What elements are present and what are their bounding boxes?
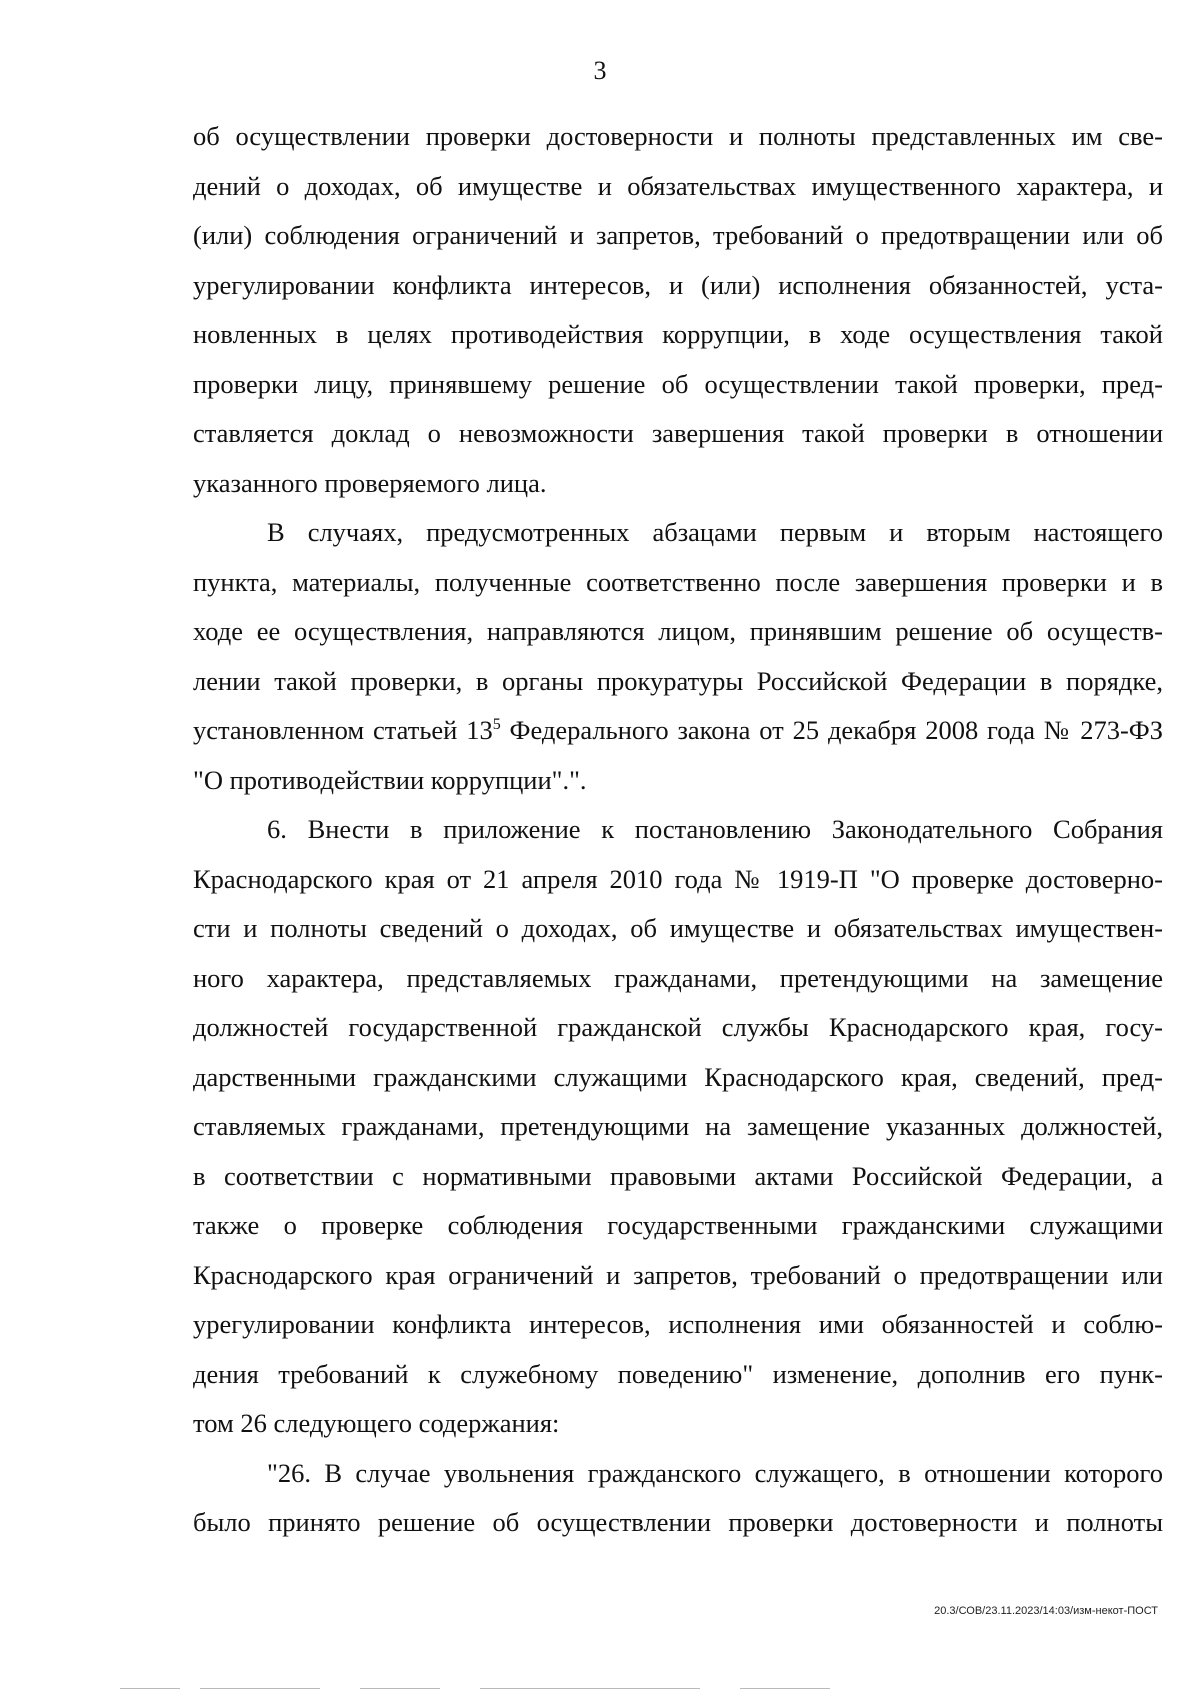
text-line: Краснодарского края ограничений и запретов, требований о предотвращении или [193, 1259, 1163, 1290]
text-line: новленных в целях противодействия коррупции, в ходе осуществления такой [193, 319, 1163, 349]
document-code: 20.3/СОВ/23.11.2023/14:03/изм-некот-ПОСТ [934, 1605, 1158, 1617]
text-line: "О противодействии коррупции".". [193, 764, 587, 795]
page-number: 3 [593, 56, 607, 85]
text-line: урегулировании конфликта интересов, исполнения ими обязанностей и соблю- [193, 1309, 1163, 1339]
text-fragment: Федерального закона от 25 декабря 2008 года № 273-ФЗ [500, 715, 1163, 745]
text-line: "26. В случае увольнения гражданского служащего, в отношении которого [267, 1457, 1163, 1488]
text-fragment: установленном статьей 13 [193, 715, 493, 745]
scan-mark [740, 1688, 830, 1689]
scan-mark [120, 1688, 180, 1689]
text-line-with-superscript [193, 706, 1163, 756]
text-line: дарственными гражданскими служащими Краснодарского края, сведений, пред- [193, 1061, 1163, 1092]
text-line: ного характера, представляемых гражданами, претендующими на замещение [193, 962, 1163, 993]
scan-mark [360, 1688, 440, 1689]
text-line: ставляется доклад о невозможности завершения такой проверки в отношении [193, 418, 1163, 448]
text-line: том 26 следующего содержания: [193, 1408, 560, 1438]
paragraph-materials [193, 508, 1163, 805]
text-line: ходе ее осуществления, направляются лицом, принявшим решение об осуществ- [193, 616, 1163, 646]
scan-mark [200, 1688, 320, 1689]
text-line: ставляемых гражданами, претендующими на замещение указанных должностей, [193, 1111, 1163, 1141]
paragraph-item-26 [193, 1449, 1163, 1548]
scan-mark [480, 1688, 700, 1689]
paragraph-continuation [193, 112, 1163, 508]
text-line: 6. Внести в приложение к постановлению Законодательного Собрания [267, 814, 1163, 844]
text-line: было принято решение об осуществлении проверки достоверности и полноты [193, 1507, 1163, 1537]
text-line: лении такой проверки, в органы прокуратуры Российской Федерации в порядке, [193, 665, 1163, 696]
text-line: дений о доходах, об имуществе и обязательствах имущественного характера, и [193, 170, 1163, 201]
text-line: (или) соблюдения ограничений и запретов, требований о предотвращении или об [193, 220, 1163, 250]
paragraph-item-6 [193, 805, 1163, 1449]
text-line: пункта, материалы, полученные соответственно после завершения проверки и в [193, 566, 1163, 597]
document-body [193, 112, 1163, 1548]
text-line: проверки лицу, принявшему решение об осуществлении такой проверки, пред- [193, 368, 1163, 399]
superscript: 5 [492, 716, 501, 733]
text-line: в соответствии с нормативными правовыми актами Российской Федерации, а [193, 1160, 1163, 1191]
scan-edge-artifact [0, 1688, 1200, 1690]
text-line: сти и полноты сведений о доходах, об имуществе и обязательствах имуществен- [193, 913, 1163, 943]
text-line: об осуществлении проверки достоверности и полноты представленных им све- [193, 121, 1163, 151]
text-line: урегулировании конфликта интересов, и (или) исполнения обязанностей, уста- [193, 269, 1163, 300]
text-line: также о проверке соблюдения государственными гражданскими служащими [193, 1210, 1163, 1240]
text-line: дения требований к служебному поведению" изменение, дополнив его пунк- [193, 1358, 1163, 1389]
text-line: указанного проверяемого лица. [193, 467, 547, 498]
text-line: В случаях, предусмотренных абзацами первым и вторым настоящего [267, 517, 1163, 547]
text-line: должностей государственной гражданской службы Краснодарского края, госу- [193, 1012, 1163, 1042]
text-line: Краснодарского края от 21 апреля 2010 года № 1919-П "О проверке достоверно- [193, 863, 1163, 894]
